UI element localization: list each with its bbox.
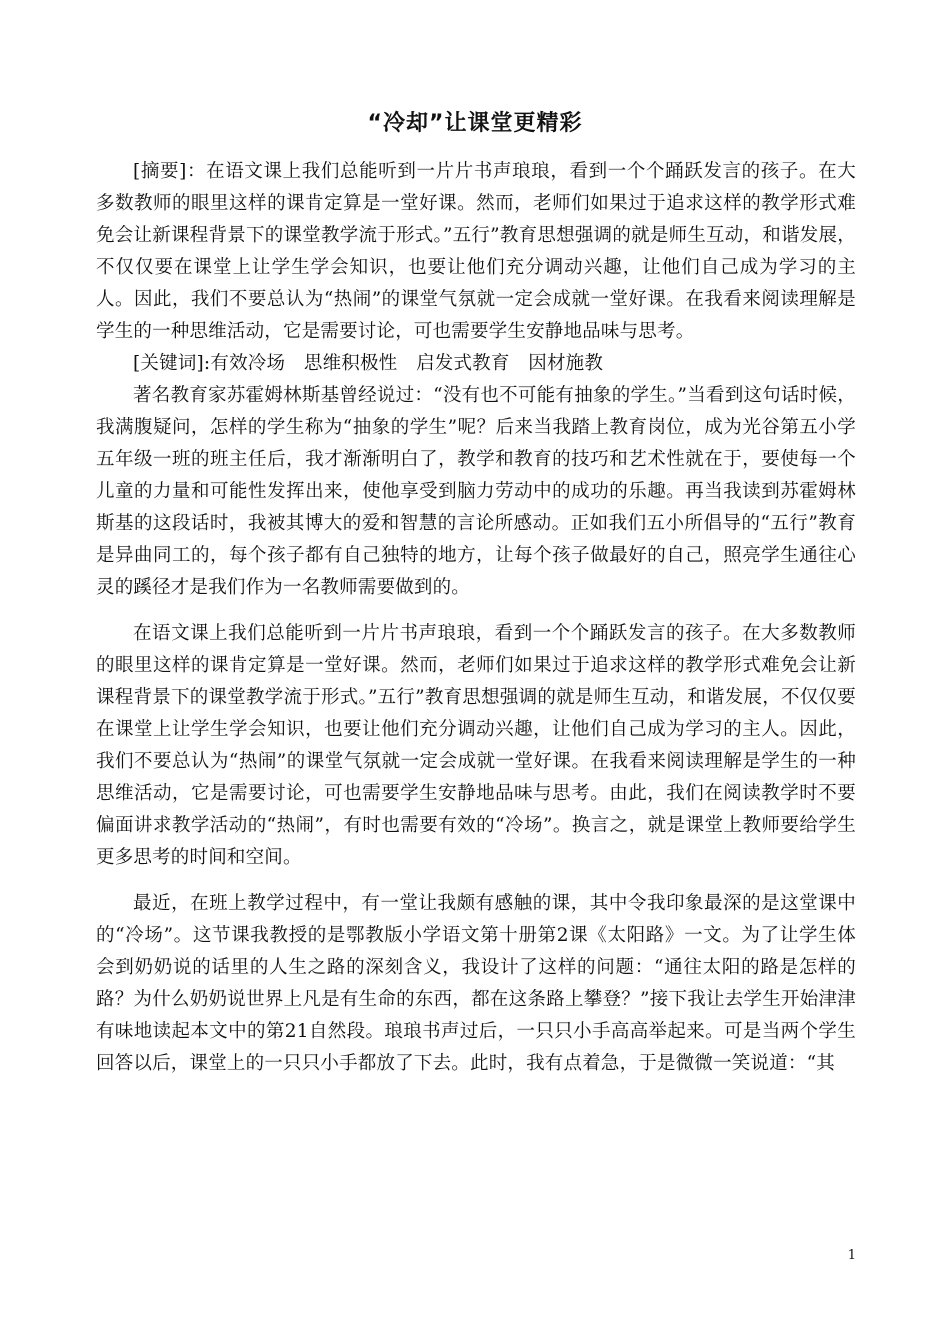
keywords-paragraph: [关键词]:有效冷场 思维积极性 启发式教育 因材施教 [133, 353, 604, 374]
body-paragraph-3: 最近，在班上教学过程中，有一堂让我颇有感触的课，其中令我印象最深的是这堂课中的“冷场”。这节课我教授的是鄂教版小学语文第十册第2课《太阳路》一文。为了让学生体会到奶奶说的话里的人生之路的深刻含义，我设计了这样的问题：“通往太阳的路是怎样的路？为什么奶奶说世界上凡是有生命的东西，都在这条路上攀登？”接下我让去学生开始津津有味地读起本文中的第21自然段。琅琅书声过后，一只只小手高高举起来。可是当两个学生回答以后，课堂上的一只只小手都放了下去。此时，我有点着急，于是微微一笑说道：“其 [96, 893, 856, 1074]
paragraph-spacer [96, 874, 856, 888]
abstract-paragraph: [摘要]：在语文课上我们总能听到一片片书声琅琅，看到一个个踊跃发言的孩子。在大多数教师的眼里这样的课肯定算是一堂好课。然而，老师们如果过于追求这样的教学形式难免会让新课程背景下的课堂教学流于形式。”五行”教育思想强调的就是师生互动，和谐发展，不仅仅要在课堂上让学生学会知识，也要让他们充分调动兴趣，让他们自己成为学习的主人。因此，我们不要总认为“热闹”的课堂气氛就一定会成就一堂好课。在我看来阅读理解是学生的一种思维活动，它是需要讨论，可也需要学生安静地品味与思考。 [96, 161, 856, 342]
page-number: 1 [847, 1248, 856, 1263]
body-paragraph-2: 在语文课上我们总能听到一片片书声琅琅，看到一个个踊跃发言的孩子。在大多数教师的眼里这样的课肯定算是一堂好课。然而，老师们如果过于追求这样的教学形式难免会让新课程背景下的课堂教学流于形式。”五行”教育思想强调的就是师生互动，和谐发展，不仅仅要在课堂上让学生学会知识，也要让他们充分调动兴趣，让他们自己成为学习的主人。因此，我们不要总认为“热闹”的课堂气氛就一定会成就一堂好课。在我看来阅读理解是学生的一种思维活动，它是需要讨论，可也需要学生安静地品味与思考。由此，我们在阅读教学时不要偏面讲求教学活动的“热闹”，有时也需要有效的“冷场”。换言之，就是课堂上教师要给学生更多思考的时间和空间。 [96, 623, 856, 868]
body-paragraph-1: 著名教育家苏霍姆林斯基曾经说过：“没有也不可能有抽象的学生。”当看到这句话时候，我满腹疑问，怎样的学生称为“抽象的学生”呢？后来当我踏上教育岗位，成为光谷第五小学五年级一班的班主任后，我才渐渐明白了，教学和教育的技巧和艺术性就在于，要使每一个儿童的力量和可能性发挥出来，使他享受到脑力劳动中的成功的乐趣。再当我读到苏霍姆林斯基的这段话时，我被其博大的爱和智慧的言论所感动。正如我们五小所倡导的“五行”教育是异曲同工的，每个孩子都有自己独特的地方，让每个孩子做最好的自己，照亮学生通往心灵的蹊径才是我们作为一名教师需要做到的。 [96, 385, 856, 598]
document-body [96, 156, 856, 1080]
paragraph-spacer [96, 604, 856, 618]
document-title: “冷却”让课堂更精彩 [367, 111, 583, 136]
